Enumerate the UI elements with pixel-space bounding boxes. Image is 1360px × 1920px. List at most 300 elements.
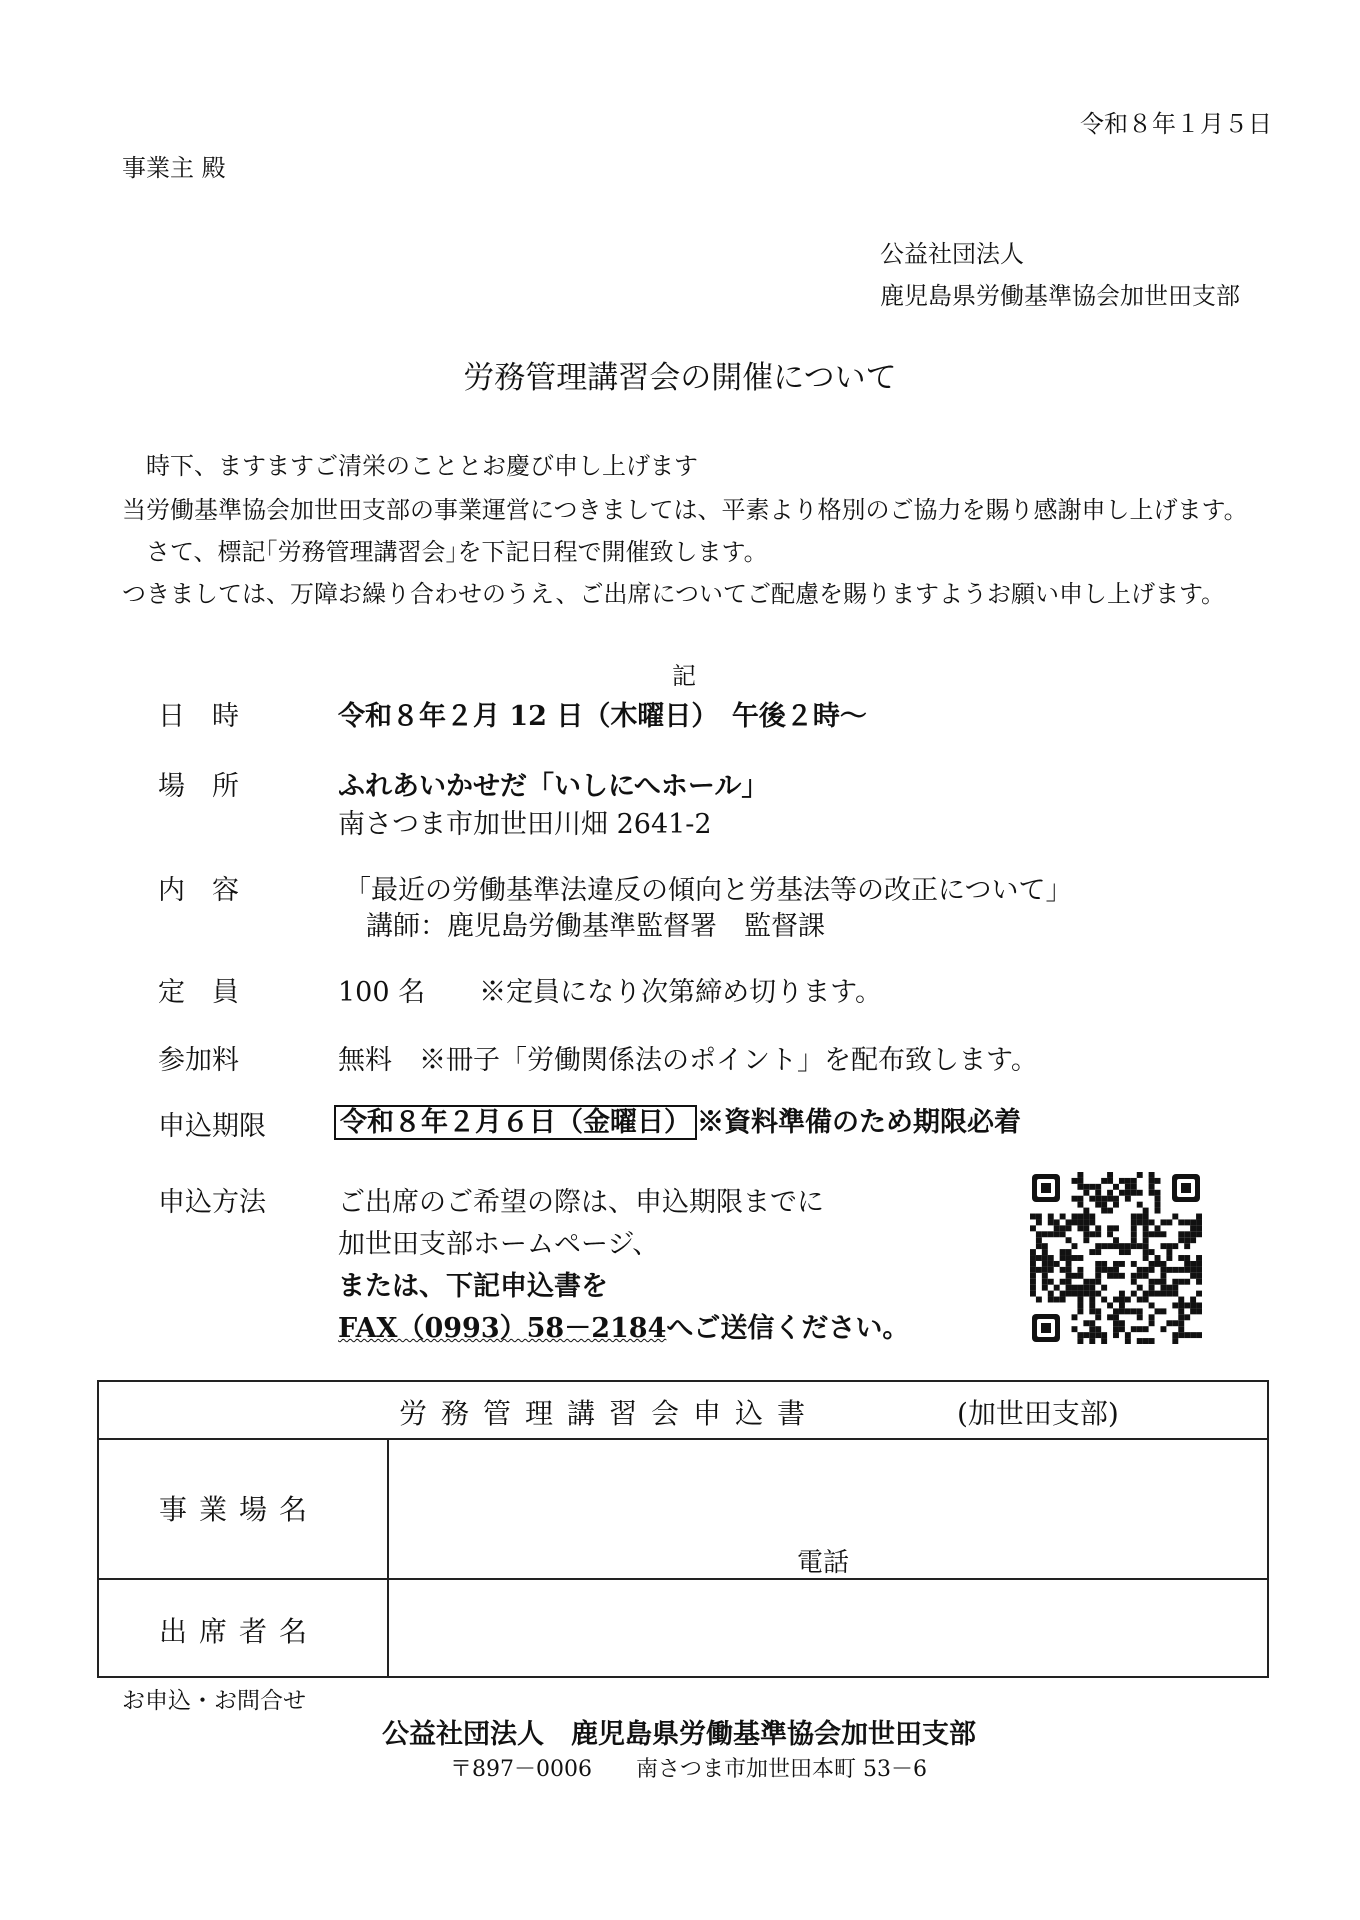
qr-module [1089,1249,1095,1255]
qr-module [1077,1308,1083,1314]
qr-module [1083,1279,1089,1285]
qr-module [1143,1297,1149,1303]
qr-module [1113,1326,1119,1332]
qr-module [1160,1243,1166,1249]
sender-org-name: 鹿児島県労働基準協会加世田支部 [880,282,1240,310]
qr-module [1095,1267,1101,1273]
qr-module [1048,1219,1054,1225]
qr-module [1054,1261,1060,1267]
place-label: 場 所 [158,771,239,802]
qr-module [1089,1219,1095,1225]
qr-module [1155,1225,1161,1231]
qr-module [1143,1219,1149,1225]
qr-module [1155,1178,1161,1184]
qr-module [1060,1297,1066,1303]
qr-module [1119,1261,1125,1267]
qr-module [1149,1184,1155,1190]
qr-module [1178,1267,1184,1273]
qr-module [1178,1255,1184,1261]
qr-module [1066,1261,1072,1267]
qr-module [1172,1279,1178,1285]
place-address: 南さつま市加世田川畑 2641-2 [338,809,712,840]
qr-module [1083,1214,1089,1220]
qr-module [1030,1285,1036,1291]
qr-module [1101,1196,1107,1202]
qr-module [1072,1314,1078,1320]
qr-module [1119,1291,1125,1297]
qr-module [1077,1219,1083,1225]
qr-module [1042,1279,1048,1285]
qr-module [1113,1267,1119,1273]
qr-module [1149,1178,1155,1184]
deadline-note: ※資料準備のため期限必着 [697,1107,1021,1138]
qr-module [1060,1279,1066,1285]
qr-module [1077,1302,1083,1308]
qr-module [1113,1243,1119,1249]
qr-module [1083,1225,1089,1231]
deadline-value [334,1100,1021,1139]
qr-module [1137,1219,1143,1225]
qr-module [1060,1291,1066,1297]
qr-module [1101,1178,1107,1184]
qr-module [1160,1261,1166,1267]
qr-module [1036,1255,1042,1261]
qr-module [1166,1255,1172,1261]
qr-module [1030,1225,1036,1231]
qr-module [1184,1302,1190,1308]
qr-module [1072,1255,1078,1261]
qr-module [1095,1225,1101,1231]
qr-module [1143,1237,1149,1243]
qr-module [1101,1261,1107,1267]
qr-module [1190,1332,1196,1338]
qr-module [1190,1237,1196,1243]
qr-module [1155,1261,1161,1267]
qr-module [1042,1267,1048,1273]
qr-module [1072,1273,1078,1279]
qr-module [1119,1273,1125,1279]
qr-module [1054,1219,1060,1225]
qr-module [1113,1273,1119,1279]
qr-module [1107,1208,1113,1214]
qr-module [1101,1243,1107,1249]
qr-module [1113,1225,1119,1231]
qr-module [1095,1261,1101,1267]
qr-module [1083,1231,1089,1237]
qr-module [1113,1261,1119,1267]
qr-module [1184,1279,1190,1285]
qr-module [1113,1237,1119,1243]
qr-module [1072,1214,1078,1220]
body-thanks: 当労働基準協会加世田支部の事業運営につきましては、平素より格別のご協力を賜り感謝申し上げます。 [122,496,1248,524]
qr-module [1155,1208,1161,1214]
qr-module [1196,1302,1202,1308]
qr-module [1125,1190,1131,1196]
qr-module [1089,1196,1095,1202]
qr-module [1131,1308,1137,1314]
qr-module [1131,1273,1137,1279]
qr-module [1089,1308,1095,1314]
qr-module [1042,1231,1048,1237]
qr-module [1048,1279,1054,1285]
qr-module [1030,1255,1036,1261]
qr-module [1095,1196,1101,1202]
qr-module [1042,1243,1048,1249]
place-name: ふれあいかせだ「いしにへホール」 [338,771,769,802]
qr-module [1060,1225,1066,1231]
qr-module [1119,1297,1125,1303]
qr-module [1196,1214,1202,1220]
qr-module [1119,1249,1125,1255]
deadline-label: 申込期限 [158,1111,266,1142]
qr-module [1077,1273,1083,1279]
qr-module [1172,1214,1178,1220]
qr-module [1030,1214,1036,1220]
document-title: 労務管理講習会の開催について [463,360,897,396]
qr-module [1149,1338,1155,1344]
qr-module [1131,1214,1137,1220]
content-lecturer: 講師：鹿児島労働基準監督署 監督課 [366,911,825,942]
qr-module [1054,1297,1060,1303]
qr-module [1149,1172,1155,1178]
qr-module [1048,1261,1054,1267]
qr-module [1107,1231,1113,1237]
qr-module [1089,1338,1095,1344]
qr-module [1131,1326,1137,1332]
qr-module [1149,1219,1155,1225]
qr-module [1137,1243,1143,1249]
qr-module [1095,1184,1101,1190]
qr-module [1190,1297,1196,1303]
qr-module [1184,1219,1190,1225]
qr-module [1155,1190,1161,1196]
qr-module [1048,1291,1054,1297]
qr-module [1137,1297,1143,1303]
qr-module [1036,1297,1042,1303]
qr-module [1196,1231,1202,1237]
qr-module [1077,1285,1083,1291]
qr-module [1089,1302,1095,1308]
qr-module [1196,1255,1202,1261]
qr-module [1054,1231,1060,1237]
form-divider [387,1438,389,1578]
qr-module [1137,1214,1143,1220]
qr-module [1137,1308,1143,1314]
qr-module [1178,1219,1184,1225]
qr-module [1184,1261,1190,1267]
qr-module [1113,1314,1119,1320]
qr-module [1190,1225,1196,1231]
recipient: 事業主 殿 [122,154,226,182]
qr-module [1137,1314,1143,1320]
content-topic: 「最近の労働基準法違反の傾向と労基法等の改正について」 [344,875,1073,906]
qr-module [1172,1267,1178,1273]
method-line4 [338,1306,909,1345]
qr-module [1089,1285,1095,1291]
qr-module [1048,1267,1054,1273]
qr-module [1178,1314,1184,1320]
qr-module [1101,1338,1107,1344]
qr-module [1095,1314,1101,1320]
qr-module [1030,1279,1036,1285]
qr-module [1107,1314,1113,1320]
qr-module [1196,1279,1202,1285]
qr-module [1083,1208,1089,1214]
qr-module [1190,1261,1196,1267]
qr-module [1131,1279,1137,1285]
qr-module [1166,1249,1172,1255]
qr-module [1042,1273,1048,1279]
qr-module [1077,1214,1083,1220]
qr-module [1036,1243,1042,1249]
qr-module [1143,1249,1149,1255]
qr-module [1155,1279,1161,1285]
qr-module [1166,1267,1172,1273]
qr-module [1072,1326,1078,1332]
qr-module [1113,1308,1119,1314]
qr-module [1072,1196,1078,1202]
qr-module [1190,1273,1196,1279]
qr-module [1072,1291,1078,1297]
qr-module [1184,1243,1190,1249]
qr-module [1083,1285,1089,1291]
qr-module [1143,1273,1149,1279]
qr-module [1131,1178,1137,1184]
qr-module [1077,1255,1083,1261]
qr-module [1178,1302,1184,1308]
qr-module [1066,1279,1072,1285]
qr-module [1149,1320,1155,1326]
form-title-row [99,1382,1267,1440]
qr-module [1030,1291,1036,1297]
qr-module [1072,1178,1078,1184]
qr-module [1107,1196,1113,1202]
footer-org: 公益社団法人 鹿児島県労働基準協会加世田支部 [382,1719,976,1750]
qr-module [1107,1267,1113,1273]
qr-module [1143,1225,1149,1231]
qr-module [1143,1214,1149,1220]
qr-module [1077,1178,1083,1184]
capacity-label: 定 員 [158,977,239,1008]
qr-module [1137,1285,1143,1291]
content-label: 内 容 [158,875,239,906]
qr-module [1155,1255,1161,1261]
qr-module [1101,1267,1107,1273]
qr-module [1089,1184,1095,1190]
qr-module [1190,1267,1196,1273]
qr-module [1036,1267,1042,1273]
qr-module [1036,1214,1042,1220]
qr-module [1143,1326,1149,1332]
qr-module [1178,1320,1184,1326]
qr-module [1095,1249,1101,1255]
qr-module [1066,1291,1072,1297]
qr-module [1125,1196,1131,1202]
qr-module [1077,1202,1083,1208]
qr-module [1184,1267,1190,1273]
qr-module [1178,1326,1184,1332]
qr-module [1172,1332,1178,1338]
qr-module [1131,1219,1137,1225]
qr-module [1066,1273,1072,1279]
qr-module [1083,1190,1089,1196]
qr-module [1149,1267,1155,1273]
qr-module [1077,1225,1083,1231]
qr-module [1160,1279,1166,1285]
qr-module [1149,1291,1155,1297]
qr-module [1125,1308,1131,1314]
qr-module [1125,1338,1131,1344]
qr-module [1149,1231,1155,1237]
qr-module [1178,1308,1184,1314]
qr-module [1143,1243,1149,1249]
qr-module [1030,1273,1036,1279]
qr-module [1107,1190,1113,1196]
qr-module [1143,1255,1149,1261]
qr-module [1119,1320,1125,1326]
datetime-value: 令和８年２月 12 日（木曜日） 午後２時～ [338,701,867,732]
qr-module [1066,1225,1072,1231]
qr-module [1184,1237,1190,1243]
qr-module [1166,1285,1172,1291]
qr-module [1172,1243,1178,1249]
qr-module [1089,1214,1095,1220]
qr-module [1131,1291,1137,1297]
qr-module [1196,1261,1202,1267]
qr-module [1077,1338,1083,1344]
qr-module [1178,1237,1184,1243]
qr-module [1077,1172,1083,1178]
qr-module [1172,1291,1178,1297]
footer-address: 〒897－0006 南さつま市加世田本町 53－6 [450,1757,927,1782]
deadline-date: 令和８年２月６日（金曜日） [334,1105,697,1140]
qr-module [1137,1267,1143,1273]
qr-module [1077,1184,1083,1190]
qr-module [1178,1332,1184,1338]
qr-module [1131,1231,1137,1237]
qr-module [1101,1285,1107,1291]
qr-module [1066,1249,1072,1255]
body-request: つきましては、万障お繰り合わせのうえ、ご出席についてご配慮を賜りますようお願い申し上げます。 [122,580,1226,608]
qr-module [1190,1302,1196,1308]
qr-module [1107,1302,1113,1308]
qr-module [1184,1255,1190,1261]
qr-module [1160,1273,1166,1279]
sender-org-type: 公益社団法人 [880,240,1024,268]
capacity-value: 100 名 ※定員になり次第締め切ります。 [338,977,882,1008]
qr-module [1107,1243,1113,1249]
qr-module [1125,1243,1131,1249]
qr-module [1119,1302,1125,1308]
ki-heading: 記 [672,662,696,690]
qr-module [1095,1326,1101,1332]
method-label: 申込方法 [158,1187,266,1218]
qr-module [1095,1273,1101,1279]
qr-module [1155,1196,1161,1202]
qr-module [1125,1178,1131,1184]
body-announcement: さて、標記｢労務管理講習会｣を下記日程で開催致します。 [146,538,768,566]
qr-module [1066,1219,1072,1225]
form-row-attendee [99,1578,1267,1678]
qr-module [1083,1320,1089,1326]
qr-module [1101,1297,1107,1303]
qr-module [1066,1255,1072,1261]
qr-module [1089,1279,1095,1285]
fee-value: 無料 ※冊子「労働関係法のポイント」を配布致します。 [338,1045,1038,1076]
qr-module [1048,1214,1054,1220]
qr-module [1048,1231,1054,1237]
qr-module [1160,1308,1166,1314]
qr-module [1107,1273,1113,1279]
qr-module [1184,1314,1190,1320]
qr-module [1054,1225,1060,1231]
qr-module [1149,1285,1155,1291]
qr-module [1137,1338,1143,1344]
qr-module [1160,1291,1166,1297]
qr-module [1060,1255,1066,1261]
qr-module [1072,1243,1078,1249]
qr-module [1172,1338,1178,1344]
qr-module [1089,1231,1095,1237]
qr-module [1077,1267,1083,1273]
qr-module [1160,1267,1166,1273]
qr-module [1119,1178,1125,1184]
qr-module [1083,1184,1089,1190]
qr-module [1054,1285,1060,1291]
qr-module [1107,1225,1113,1231]
qr-module [1107,1178,1113,1184]
qr-module [1160,1231,1166,1237]
qr-module [1131,1243,1137,1249]
qr-module [1155,1202,1161,1208]
qr-module [1030,1267,1036,1273]
qr-module [1066,1285,1072,1291]
qr-module [1089,1320,1095,1326]
qr-module [1137,1190,1143,1196]
form-branch: (加世田支部) [957,1397,1119,1430]
qr-module [1060,1214,1066,1220]
method-line1: ご出席のご希望の際は、申込期限までに [338,1187,824,1218]
qr-module [1042,1285,1048,1291]
method-line3: または、下記申込書を [338,1271,608,1302]
qr-module [1095,1308,1101,1314]
qr-module [1030,1249,1036,1255]
qr-module [1095,1243,1101,1249]
qr-module [1131,1190,1137,1196]
qr-module [1196,1332,1202,1338]
qr-module [1178,1231,1184,1237]
qr-module [1178,1297,1184,1303]
qr-module [1125,1297,1131,1303]
qr-module [1149,1314,1155,1320]
qr-module [1083,1332,1089,1338]
attendee-label: 出席者名 [159,1615,320,1648]
qr-module [1125,1184,1131,1190]
qr-module [1113,1297,1119,1303]
qr-module [1149,1190,1155,1196]
qr-module [1095,1202,1101,1208]
qr-module [1101,1208,1107,1214]
qr-module [1190,1308,1196,1314]
form-title: 労務管理講習会申込書 [399,1397,820,1430]
qr-module [1196,1225,1202,1231]
qr-module [1042,1261,1048,1267]
qr-module [1095,1190,1101,1196]
qr-module [1072,1219,1078,1225]
qr-module [1119,1326,1125,1332]
qr-module [1143,1231,1149,1237]
qr-module [1160,1219,1166,1225]
